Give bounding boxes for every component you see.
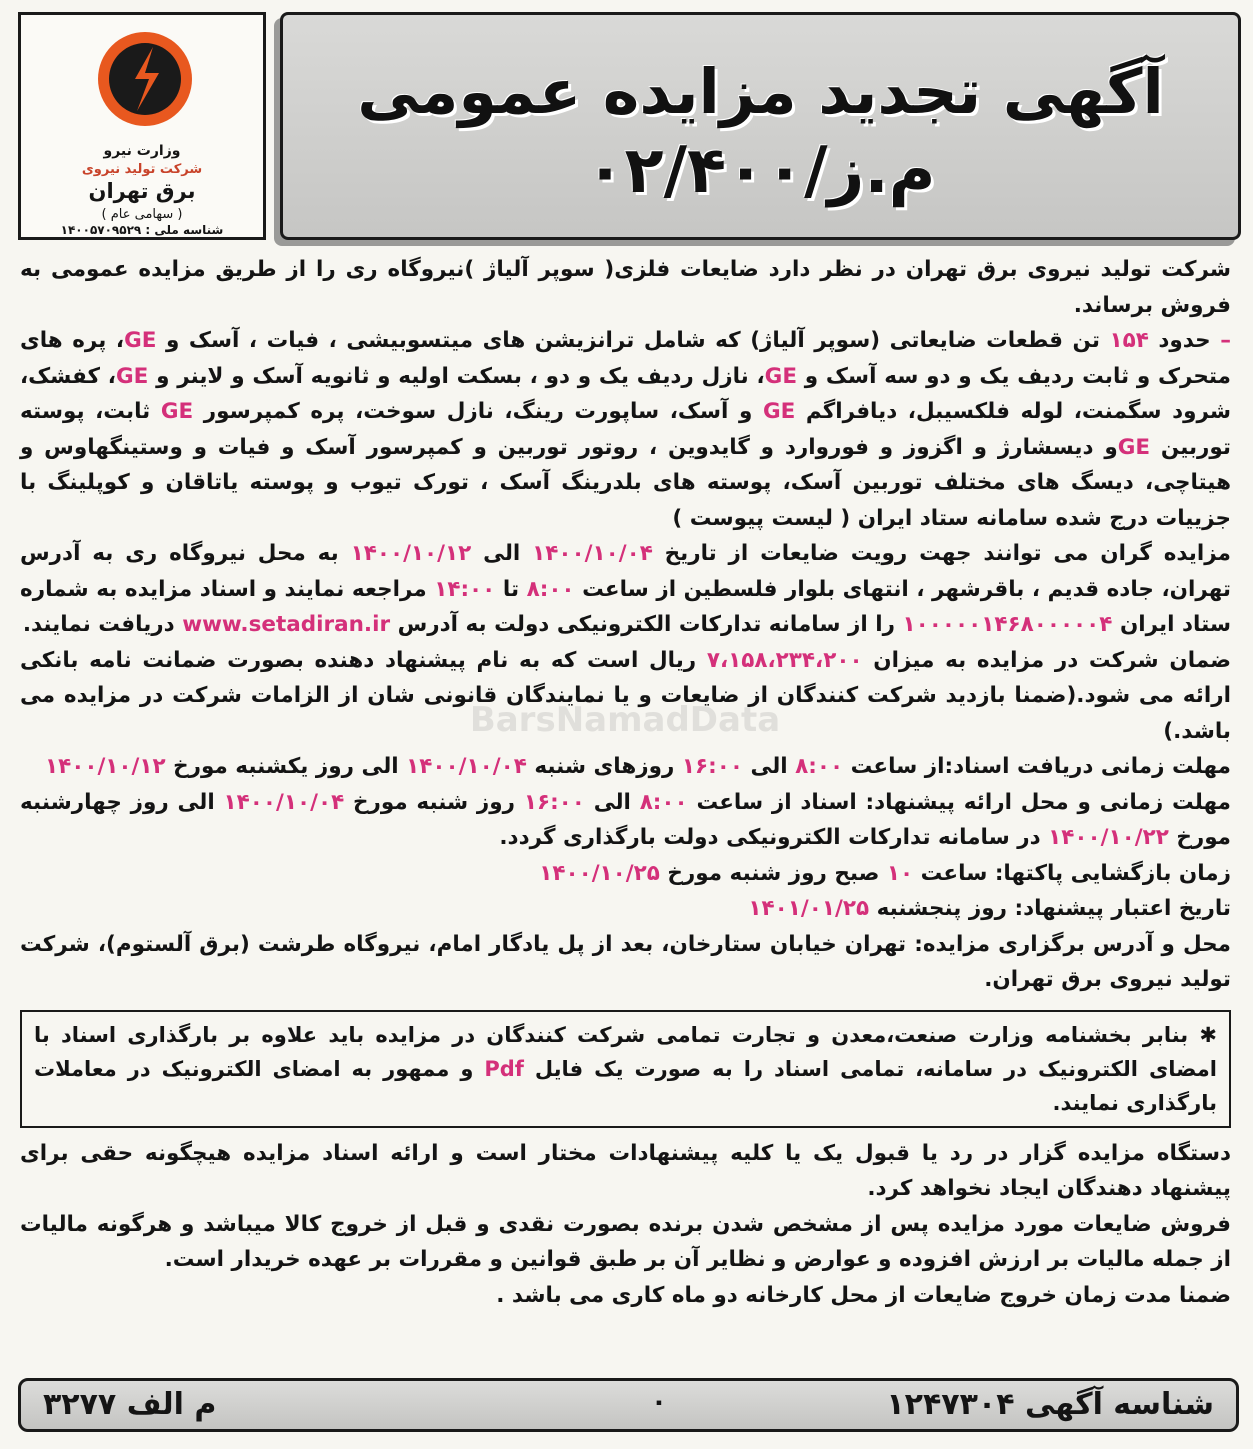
watermark: BarsNamadData bbox=[469, 700, 781, 740]
ge-label: GE bbox=[1117, 434, 1151, 460]
visit-from-date: ۱۴۰۰/۱۰/۰۴ bbox=[532, 541, 653, 566]
logo-company: شرکت تولید نیروی bbox=[81, 162, 203, 177]
ministry-notice-box: ✱ بنابر بخشنامه وزارت صنعت،معدن و تجارت تمامی شرکت کنندگان در مزایده باید علاوه بر بارگذاری اسناد با امضای الکترونیک در سامانه، تمامی اسناد را به صورت یک فایل Pdf و ممهور به امضای الکترونیک در معاملات بارگذاری نمایند. bbox=[20, 1010, 1231, 1128]
ge-label: GE bbox=[124, 328, 157, 353]
visit-start-time: ۸:۰۰ bbox=[526, 576, 575, 602]
notice-body bbox=[20, 252, 1231, 1313]
offer-deadline-paragraph: مهلت زمانی و محل ارائه پیشنهاد: اسناد از ساعت ۸:۰۰ الی ۱۶:۰۰ روز شنبه مورخ ۱۴۰۰/۱۰/۰۴ الی روز چهارشنبه مورخ ۱۴۰۰/۱۰/۲۲ در سامانه تدارکات الکترونیکی دولت بارگذاری گردد. bbox=[20, 789, 1231, 850]
setad-number: ۱۰۰۰۰۰۱۴۶۸۰۰۰۰۰۴ bbox=[902, 612, 1113, 637]
logo-ministry: وزارت نیرو bbox=[103, 143, 181, 159]
ge-label: GE bbox=[764, 363, 798, 389]
logo-type: ( سهامی عام ) bbox=[101, 207, 183, 222]
validity-paragraph: تاریخ اعتبار پیشنهاد: روز پنجشنبه ۱۴۰۱/۰۱/۲۵ bbox=[748, 896, 1231, 921]
power-company-logo-icon bbox=[95, 29, 195, 129]
pdf-label: Pdf bbox=[484, 1056, 524, 1081]
visit-paragraph: مزایده گران می توانند جهت رویت ضایعات از تاریخ ۱۴۰۰/۱۰/۰۴ الی ۱۴۰۰/۱۰/۱۲ به محل نیروگاه ری به آدرس تهران، جاده قدیم ، باقرشهر ، انتهای بلوار فلسطین از ساعت ۸:۰۰ تا ۱۴:۰۰ مراجعه نمایند و اسناد مزایده به شماره ستاد ایران ۱۰۰۰۰۰۱۴۶۸۰۰۰۰۰۴ را از سامانه تدارکات الکترونیکی دولت به آدرس www.setadiran.ir دریافت نمایند. bbox=[20, 541, 1231, 637]
logo-national-id: شناسه ملی : ۱۴۰۰۵۷۰۹۵۲۹ bbox=[60, 223, 224, 237]
ad-code: م الف ۳۲۷۷ bbox=[43, 1387, 217, 1422]
star-icon: ✱ bbox=[1199, 1022, 1217, 1047]
items-paragraph: – حدود ۱۵۴ تن قطعات ضایعاتی (سوپر آلیاژ) که شامل ترانزیشن های میتسوبیشی ، فیات ، آسک و GE، پره های متحرک و ثابت ردیف یک و دو سه آسک و GE، نازل ردیف یک و دو ، بسکت اولیه و ثانویه آسک و لاینر و GE، کفشک، شرود سگمنت، لوله فلکسیبل، دیافراگم GE و آسک، ساپورت رینگ، نازل سوخت، پره کمپرسور GE ثابت، پوسته توربین GEو دیسشارژ و اگزوز و فوروارد و گایدوین ، روتور توربین و کمپرسور آسک و فیات و وستینگهاوس و هیتاچی، دیسگ های مختلف توربین آسک، پوسته های بلدرینگ آسک ، تورک تیوب و پوسته یاتاقان و کوپلینگ با جزییات درج شده سامانه ستاد ایران ( لیست پیوست ) bbox=[20, 328, 1231, 531]
company-logo-box bbox=[18, 12, 266, 240]
intro-paragraph: شرکت تولید نیروی برق تهران در نظر دارد ضایعات فلزی( سوپر آلیاژ )نیروگاه ری را از طریق مزایده عمومی به فروش برساند. bbox=[20, 257, 1231, 318]
ge-label: GE bbox=[762, 399, 796, 424]
footer-paragraph-1: دستگاه مزایده گزار در رد یا قبول یک یا کلیه پیشنهادات مختار است و ارائه اسناد مزایده هیچگونه حقی برای پیشنهاد دهندگان ایجاد نخواهد کرد. bbox=[20, 1140, 1231, 1201]
place-paragraph: محل و آدرس برگزاری مزایده: تهران خیابان ستارخان، بعد از پل یادگار امام، نیروگاه طرشت (برق آلستوم)، شرکت تولید نیروی برق تهران. bbox=[20, 931, 1231, 992]
ge-label: GE bbox=[115, 363, 149, 389]
separator-dot: ۰ bbox=[651, 1387, 667, 1417]
bottom-bar bbox=[18, 1378, 1239, 1432]
title-box bbox=[280, 12, 1241, 240]
ad-id: شناسه آگهی ۱۲۴۷۳۰۴ bbox=[886, 1387, 1214, 1422]
setadiran-link[interactable]: www.setadiran.ir bbox=[182, 612, 391, 637]
guarantee-paragraph: ضمان شرکت در مزایده به میزان ۷،۱۵۸،۲۳۴،۲۰۰ ریال است که به نام پیشنهاد دهنده بصورت ضمانت نامه بانکی ارائه می شود.(ضمنا بازدید شرکت کنندگان از ضایعات و یا نمایندگان قانونی شان از الزامات شرکت در مزایده می باشد.) bbox=[20, 647, 1231, 744]
ge-label: GE bbox=[160, 399, 194, 424]
footer-paragraph-2: فروش ضایعات مورد مزایده پس از مشخص شدن برنده بصورت نقدی و قبل از خروج کالا میباشد و هرگونه مالیات از جمله مالیات بر ارزش افزوده و عوارض و نظایر آن بر طبق قوانین و مقررات بر عهده خریدار است. bbox=[20, 1211, 1231, 1272]
documents-deadline-paragraph: مهلت زمانی دریافت اسناد:از ساعت ۸:۰۰ الی ۱۶:۰۰ روزهای شنبه ۱۴۰۰/۱۰/۰۴ الی روز یکشنبه مورخ ۱۴۰۰/۱۰/۱۲ bbox=[44, 754, 1231, 779]
guarantee-amount: ۷،۱۵۸،۲۳۴،۲۰۰ bbox=[706, 647, 863, 673]
items-quantity: ۱۵۴ bbox=[1109, 328, 1149, 353]
auction-number: م.ز/۰۲/۴۰۰ bbox=[585, 134, 936, 208]
footer-paragraph-3: ضمنا مدت زمان خروج ضایعات از محل کارخانه دو ماه کاری می باشد . bbox=[496, 1282, 1231, 1308]
logo-name: برق تهران bbox=[88, 179, 196, 203]
visit-end-time: ۱۴:۰۰ bbox=[434, 576, 496, 602]
header bbox=[18, 12, 1241, 244]
page-title: آگهی تجدید مزایده عمومی bbox=[357, 55, 1164, 128]
dash-icon: – bbox=[1220, 328, 1231, 353]
visit-to-date: ۱۴۰۰/۱۰/۱۲ bbox=[350, 541, 472, 566]
opening-paragraph: زمان بازگشایی پاکتها: ساعت ۱۰ صبح روز شنبه مورخ ۱۴۰۰/۱۰/۲۵ bbox=[539, 860, 1231, 886]
